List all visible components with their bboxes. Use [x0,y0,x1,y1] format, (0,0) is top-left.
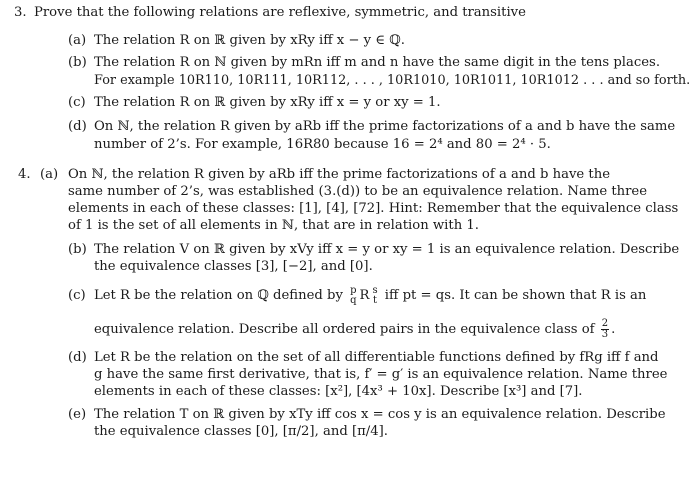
problem-3a-text: The relation R on ℝ given by xRy iff x − y ∈ ℚ. [94,33,405,48]
problem-4a-label: (a) [40,167,59,182]
problem-3d-text-line2: number of 2’s. For example, 16R80 because 16 = 2⁴ and 80 = 2⁴ · 5. [94,137,551,152]
problem-4a-text-line2: same number of 2’s, was established (3.(d)) to be an equivalence relation. Name three [68,184,648,199]
problem-4e-label: (e) [68,407,87,422]
problem-3d-label: (d) [68,119,87,134]
problem-4d-text-line3: elements in each of these classes: [x²], [4x³ + 10x]. Describe [x³] and [7]. [94,384,583,399]
problem-4d-label: (d) [68,350,87,365]
fraction-q-denominator: q [350,294,357,306]
problem-4c-line2-pre: equivalence relation. Describe all ordered pairs in the equivalence class of [94,322,595,337]
problem-3c-label: (c) [68,95,86,110]
problem-4c-line1-post: iff pt = qs. It can be shown that R is an [384,288,647,303]
problem-4c-text-line1 [94,281,646,311]
problem-4b-label: (b) [68,242,87,257]
problem-3b-label: (b) [68,55,87,70]
problem-4b-text-line1: The relation V on ℝ given by xVy iff x = y or xy = 1 is an equivalence relation. Describe [94,242,680,257]
problem-3-number: 3. [14,5,27,20]
problem-3-stem: Prove that the following relations are reflexive, symmetric, and transitive [34,5,526,20]
problem-3d-text-line1: On ℕ, the relation R given by aRb iff the prime factorizations of a and b have the same [94,119,676,134]
fraction-three-denominator: 3 [601,329,609,340]
fraction-s-numerator: s [372,284,378,296]
relation-symbol: R [359,288,370,303]
fraction-s-over-t [371,286,378,306]
problem-4b-text-line2: the equivalence classes [3], [−2], and [0]. [94,259,373,274]
fraction-t-denominator: t [373,294,378,306]
problem-3c-text: The relation R on ℝ given by xRy iff x = y or xy = 1. [94,95,441,110]
problem-4-number: 4. [18,167,31,182]
problem-3a-label: (a) [68,33,87,48]
problem-4c-text-line2 [94,318,615,342]
problem-4c-label: (c) [68,288,86,303]
fraction-two-numerator: 2 [601,318,609,329]
problem-4a-text-line3: elements in each of these classes: [1], [4], [72]. Hint: Remember that the equivalence class [68,201,679,216]
problem-3b-text-line1: The relation R on ℕ given by mRn iff m and n have the same digit in the tens places. [94,55,661,70]
problem-4d-text-line1: Let R be the relation on the set of all differentiable functions defined by fRg iff f and [94,350,659,365]
problem-4d-text-line2: g have the same first derivative, that is, f′ = g′ is an equivalence relation. Name three [94,367,668,382]
fraction-p-over-q [349,286,357,306]
problem-4a-text-line1: On ℕ, the relation R given by aRb iff the prime factorizations of a and b have the [68,167,611,182]
fraction-two-thirds [601,319,609,340]
problem-4e-text-line1: The relation T on ℝ given by xTy iff cos x = cos y is an equivalence relation. Describe [94,407,666,422]
problem-4c-line2-post: . [611,322,616,337]
problem-4e-text-line2: the equivalence classes [0], [π/2], and [π/4]. [94,424,388,439]
fraction-p-numerator: p [350,284,357,296]
problem-4c-line1-pre: Let R be the relation on ℚ defined by [94,288,343,303]
problem-4a-text-line4: of 1 is the set of all elements in ℕ, that are in relation with 1. [68,218,479,233]
problem-3b-text-line2: For example 10R110, 10R111, 10R112, . . . , 10R1010, 10R1011, 10R1012 . . . and so forth. [94,73,691,88]
